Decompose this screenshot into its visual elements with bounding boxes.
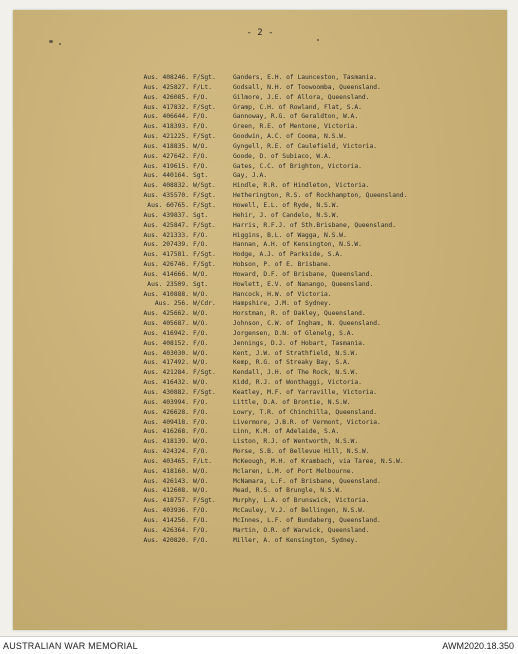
roll-entry xyxy=(101,526,501,536)
name-and-hometown: Hodge, A.J. of Parkside, S.A. xyxy=(233,251,343,259)
rank: F/O. xyxy=(193,162,209,170)
footer-publisher: AUSTRALIAN WAR MEMORIAL xyxy=(3,641,138,651)
service-number: Aus. 430882. xyxy=(143,389,189,396)
rank: W/O. xyxy=(193,290,209,298)
name-and-hometown: Murphy, L.A. of Brunswick, Victoria. xyxy=(233,497,370,505)
roll-entry xyxy=(101,467,501,477)
name-and-hometown: Hannan, A.H. of Kensington, N.S.W. xyxy=(233,241,362,249)
roll-entry xyxy=(101,378,501,388)
name-and-hometown: Harris, R.F.J. of Sth.Brisbane, Queensland. xyxy=(233,221,397,229)
ink-speck xyxy=(317,39,319,41)
service-number: Aus. 421284. xyxy=(143,369,189,377)
rank: W/O. xyxy=(193,438,209,446)
roll-entry xyxy=(101,496,501,506)
roll-entry xyxy=(101,516,501,526)
name-and-hometown: Gilmore, J.E. of Allora, Queensland. xyxy=(233,93,370,101)
service-number: Aus. 416268. xyxy=(143,428,189,436)
name-and-hometown: Mclaren, L.M. of Port Melbourne. xyxy=(233,467,355,475)
footer-bar xyxy=(0,636,518,654)
roll-entry xyxy=(101,103,501,113)
roll-entry xyxy=(101,221,501,231)
roll-entry xyxy=(101,299,501,309)
rank: F/O. xyxy=(193,123,209,131)
rank: F/Sgt. xyxy=(193,221,216,229)
service-number: Aus. 414666. xyxy=(143,270,189,278)
rank: W/O. xyxy=(193,310,209,318)
service-number: Aus. 421225. xyxy=(143,133,189,141)
roll-entry xyxy=(101,142,501,152)
service-number: Aus. 408246. xyxy=(143,74,189,81)
rank: F/O. xyxy=(193,93,209,101)
service-number: Aus. 435570. xyxy=(143,192,189,200)
service-number: Aus. 418835. xyxy=(143,142,189,150)
name-and-hometown: Livermore, J.B.R. of Vermont, Victoria. xyxy=(233,418,381,426)
service-number: Aus. 406644. xyxy=(143,113,189,121)
service-number: Aus. 426143. xyxy=(143,477,189,485)
name-and-hometown: Howlett, E.V. of Nanango, Queensland. xyxy=(233,280,374,288)
name-and-hometown: Jennings, D.J. of Hobart, Tasmania. xyxy=(233,339,366,347)
roll-entry xyxy=(101,171,501,181)
service-number: Aus. 403465. xyxy=(143,457,189,465)
roll-entry xyxy=(101,191,501,201)
service-number: Aus. 207439. xyxy=(143,241,189,249)
rank: F/Sgt. xyxy=(193,103,216,111)
service-number: Aus. 408152. xyxy=(143,339,189,347)
name-and-hometown: Little, D.A. of Brontie, N.S.W. xyxy=(233,398,351,406)
name-and-hometown: Goode, D. of Subiaco, W.A. xyxy=(233,152,332,160)
roll-entry xyxy=(101,290,501,300)
roll-entry xyxy=(101,506,501,516)
rank: W/O. xyxy=(193,379,209,387)
document-page xyxy=(13,10,507,630)
name-and-hometown: Johnson, C.W. of Ingham, N. Queensland. xyxy=(233,320,381,328)
rank: F/Sgt. xyxy=(193,201,216,209)
name-and-hometown: McCauley, V.J. of Bellingen, N.S.W. xyxy=(233,507,366,515)
name-and-hometown: Miller, A. of Kensington, Sydney. xyxy=(233,536,359,544)
service-number: Aus. 418160. xyxy=(143,467,189,475)
rank: F/Sgt. xyxy=(193,251,216,259)
rank: F/O. xyxy=(193,152,209,160)
name-and-hometown: Kemp, R.G. of Streaky Bay, S.A. xyxy=(233,359,351,367)
name-and-hometown: Mead, R.S. of Brungle, N.S.W. xyxy=(233,487,343,495)
name-and-hometown: McKeough, M.H. of Krambach, via Taree, N.S.W. xyxy=(233,457,404,465)
roll-entry xyxy=(101,270,501,280)
rank: F/Sgt. xyxy=(193,369,216,377)
rank: F/Sgt. xyxy=(193,389,216,396)
service-number: Aus. 425827. xyxy=(143,83,189,91)
name-and-hometown: Linn, K.M. of Adelaide, S.A. xyxy=(233,428,340,436)
rank: W/O. xyxy=(193,270,209,278)
service-number: Aus. 403994. xyxy=(143,398,189,406)
name-and-hometown: Liston, R.J. of Wentworth, N.S.W. xyxy=(233,438,359,446)
service-number: Aus. 417832. xyxy=(143,103,189,111)
roll-entry xyxy=(101,437,501,447)
service-number: Aus. 256. xyxy=(154,300,189,308)
service-number: Aus. 420820. xyxy=(143,536,189,544)
service-number: Aus. 426628. xyxy=(143,408,189,416)
service-number: Aus. 416942. xyxy=(143,329,189,337)
rank: F/O. xyxy=(193,329,209,337)
roll-entry xyxy=(101,349,501,359)
rank: F/Sgt. xyxy=(193,74,216,81)
rank: F/Sgt. xyxy=(193,261,216,269)
rank: F/O. xyxy=(193,507,209,515)
rank: F/O. xyxy=(193,113,209,121)
roll-entry xyxy=(101,152,501,162)
roll-entry xyxy=(101,260,501,270)
name-and-hometown: Kidd, R.J. of Wonthaggi, Victoria. xyxy=(233,379,362,387)
roll-entry xyxy=(101,398,501,408)
rank: Sgt. xyxy=(193,211,209,219)
name-and-hometown: Hobson, P. of E. Brisbane. xyxy=(233,261,332,269)
name-and-hometown: McNamara, L.F. of Brisbane, Queensland. xyxy=(233,477,381,485)
rank: F/Sgt. xyxy=(193,133,216,141)
name-and-hometown: Gates, C.C. of Brighton, Victoria. xyxy=(233,162,362,170)
service-number: Aus. 439837. xyxy=(143,211,189,219)
rank: F/O. xyxy=(193,339,209,347)
name-and-hometown: Kent, J.W. of Strathfield, N.S.W. xyxy=(233,349,359,357)
service-number: Aus. 403936. xyxy=(143,507,189,515)
name-and-hometown: Hindle, R.R. of Hindleton, Victoria. xyxy=(233,182,370,190)
rank: W/O. xyxy=(193,477,209,485)
rank: F/O. xyxy=(193,231,209,239)
roll-entry xyxy=(101,93,501,103)
rank: F/Lt. xyxy=(193,83,212,91)
service-number: Aus. 418393. xyxy=(143,123,189,131)
rank: F/O. xyxy=(193,241,209,249)
name-and-hometown: Gyngell, R.E. of Caulefield, Victoria. xyxy=(233,142,378,150)
nominal-roll xyxy=(101,73,501,546)
service-number: Aus. 426085. xyxy=(143,93,189,101)
rank: Sgt. xyxy=(193,172,209,180)
roll-entry xyxy=(101,122,501,132)
rank: F/O. xyxy=(193,428,209,436)
service-number: Aus. 426364. xyxy=(143,526,189,534)
service-number: Aus. 427642. xyxy=(143,152,189,160)
service-number: Aus. 414256. xyxy=(143,516,189,524)
name-and-hometown: McInnes, L.F. of Bundaberg, Queensland. xyxy=(233,516,381,524)
rank: F/Sgt. xyxy=(193,192,216,200)
ink-speck xyxy=(49,40,53,43)
name-and-hometown: Gay, J.A. xyxy=(233,172,268,180)
name-and-hometown: Howard, D.F. of Brisbane, Queensland. xyxy=(233,270,374,278)
roll-entry xyxy=(101,358,501,368)
footer-accession-number: AWM2020.18.350 xyxy=(442,641,514,651)
roll-entry xyxy=(101,319,501,329)
name-and-hometown: Ganders, E.H. of Launceston, Tasmania. xyxy=(233,74,378,81)
roll-entry xyxy=(101,181,501,191)
roll-entry xyxy=(101,418,501,428)
service-number: Aus. 417492. xyxy=(143,359,189,367)
name-and-hometown: Morse, S.B. of Bellevue Hill, N.S.W. xyxy=(233,448,370,456)
service-number: Aus. 425662. xyxy=(143,310,189,318)
service-number: Aus. 426746. xyxy=(143,261,189,269)
service-number: Aus. 412608. xyxy=(143,487,189,495)
roll-entry xyxy=(101,132,501,142)
rank: W/O. xyxy=(193,349,209,357)
roll-entry xyxy=(101,83,501,93)
rank: Sgt. xyxy=(193,280,209,288)
service-number: Aus. 410888. xyxy=(143,290,189,298)
name-and-hometown: Horstman, R. of Oakley, Queensland. xyxy=(233,310,366,318)
roll-entry xyxy=(101,427,501,437)
roll-entry xyxy=(101,329,501,339)
service-number: Aus. 405687. xyxy=(143,320,189,328)
rank: W/O. xyxy=(193,142,209,150)
service-number: Aus. 440164. xyxy=(143,172,189,180)
name-and-hometown: Goodwin, A.C. of Cooma, N.S.W. xyxy=(233,133,347,141)
rank: F/O. xyxy=(193,398,209,406)
roll-entry xyxy=(101,447,501,457)
roll-entry xyxy=(101,211,501,221)
service-number: Aus. 416432. xyxy=(143,379,189,387)
service-number: Aus. 418139. xyxy=(143,438,189,446)
roll-entry xyxy=(101,250,501,260)
service-number: Aus. 408832. xyxy=(143,182,189,190)
roll-entry xyxy=(101,112,501,122)
name-and-hometown: Hampshire, J.M. of Sydney. xyxy=(233,300,332,308)
rank: F/Sgt. xyxy=(193,497,216,505)
roll-entry xyxy=(101,73,501,83)
rank: F/O. xyxy=(193,418,209,426)
name-and-hometown: Hetherington, R.S. of Rockhampton, Queensland. xyxy=(233,192,408,200)
roll-entry xyxy=(101,339,501,349)
rank: W/O. xyxy=(193,467,209,475)
roll-entry xyxy=(101,280,501,290)
rank: F/O. xyxy=(193,516,209,524)
name-and-hometown: Keatley, M.F. of Yarraville, Victoria. xyxy=(233,389,378,396)
service-number: Aus. 419615. xyxy=(143,162,189,170)
rank: W/O. xyxy=(193,487,209,495)
name-and-hometown: Martin, O.R. of Warwick, Queensland. xyxy=(233,526,370,534)
service-number: Aus. 403030. xyxy=(143,349,189,357)
ink-speck xyxy=(59,43,61,45)
roll-entry xyxy=(101,477,501,487)
rank: F/O. xyxy=(193,448,209,456)
roll-entry xyxy=(101,240,501,250)
service-number: Aus. 425847. xyxy=(143,221,189,229)
name-and-hometown: Gramp, C.H. of Rowland, Flat, S.A. xyxy=(233,103,362,111)
service-number: Aus. 23509. xyxy=(147,280,189,288)
roll-entry xyxy=(101,388,501,398)
name-and-hometown: Hancock, H.W. of Victoria. xyxy=(233,290,332,298)
rank: F/O. xyxy=(193,526,209,534)
roll-entry xyxy=(101,408,501,418)
roll-entry xyxy=(101,309,501,319)
name-and-hometown: Kendall, J.H. of The Rock, N.S.W. xyxy=(233,369,359,377)
name-and-hometown: Hehir, J. of Candelo, N.S.W. xyxy=(233,211,340,219)
roll-entry xyxy=(101,486,501,496)
service-number: Aus. 421333. xyxy=(143,231,189,239)
roll-entry xyxy=(101,368,501,378)
roll-entry xyxy=(101,457,501,467)
name-and-hometown: Jorgensen, D.N. of Glenelg, S.A. xyxy=(233,329,355,337)
roll-entry xyxy=(101,536,501,546)
service-number: Aus. 60765. xyxy=(147,201,189,209)
service-number: Aus. 418757. xyxy=(143,497,189,505)
rank: F/O. xyxy=(193,536,209,544)
name-and-hometown: Green, R.E. of Mentone, Victoria. xyxy=(233,123,359,131)
name-and-hometown: Higgins, B.L. of Wagga, N.S.W. xyxy=(233,231,347,239)
roll-entry xyxy=(101,201,501,211)
service-number: Aus. 409418. xyxy=(143,418,189,426)
roll-entry xyxy=(101,231,501,241)
service-number: Aus. 424324. xyxy=(143,448,189,456)
service-number: Aus. 417581. xyxy=(143,251,189,259)
name-and-hometown: Gannoway, R.G. of Geraldton, W.A. xyxy=(233,113,359,121)
name-and-hometown: Howell, E.L. of Ryde, N.S.W. xyxy=(233,201,340,209)
name-and-hometown: Lowry, T.R. of Chinchilla, Queensland. xyxy=(233,408,378,416)
rank: W/Sgt. xyxy=(193,182,216,190)
rank: W/Cdr. xyxy=(193,300,216,308)
rank: F/Lt. xyxy=(193,457,212,465)
rank: W/O. xyxy=(193,320,209,328)
rank: F/O. xyxy=(193,408,209,416)
roll-entry xyxy=(101,162,501,172)
rank: W/O. xyxy=(193,359,209,367)
name-and-hometown: Godsall, N.H. of Toowoomba, Queensland. xyxy=(233,83,381,91)
page-number: - 2 - xyxy=(246,28,274,38)
